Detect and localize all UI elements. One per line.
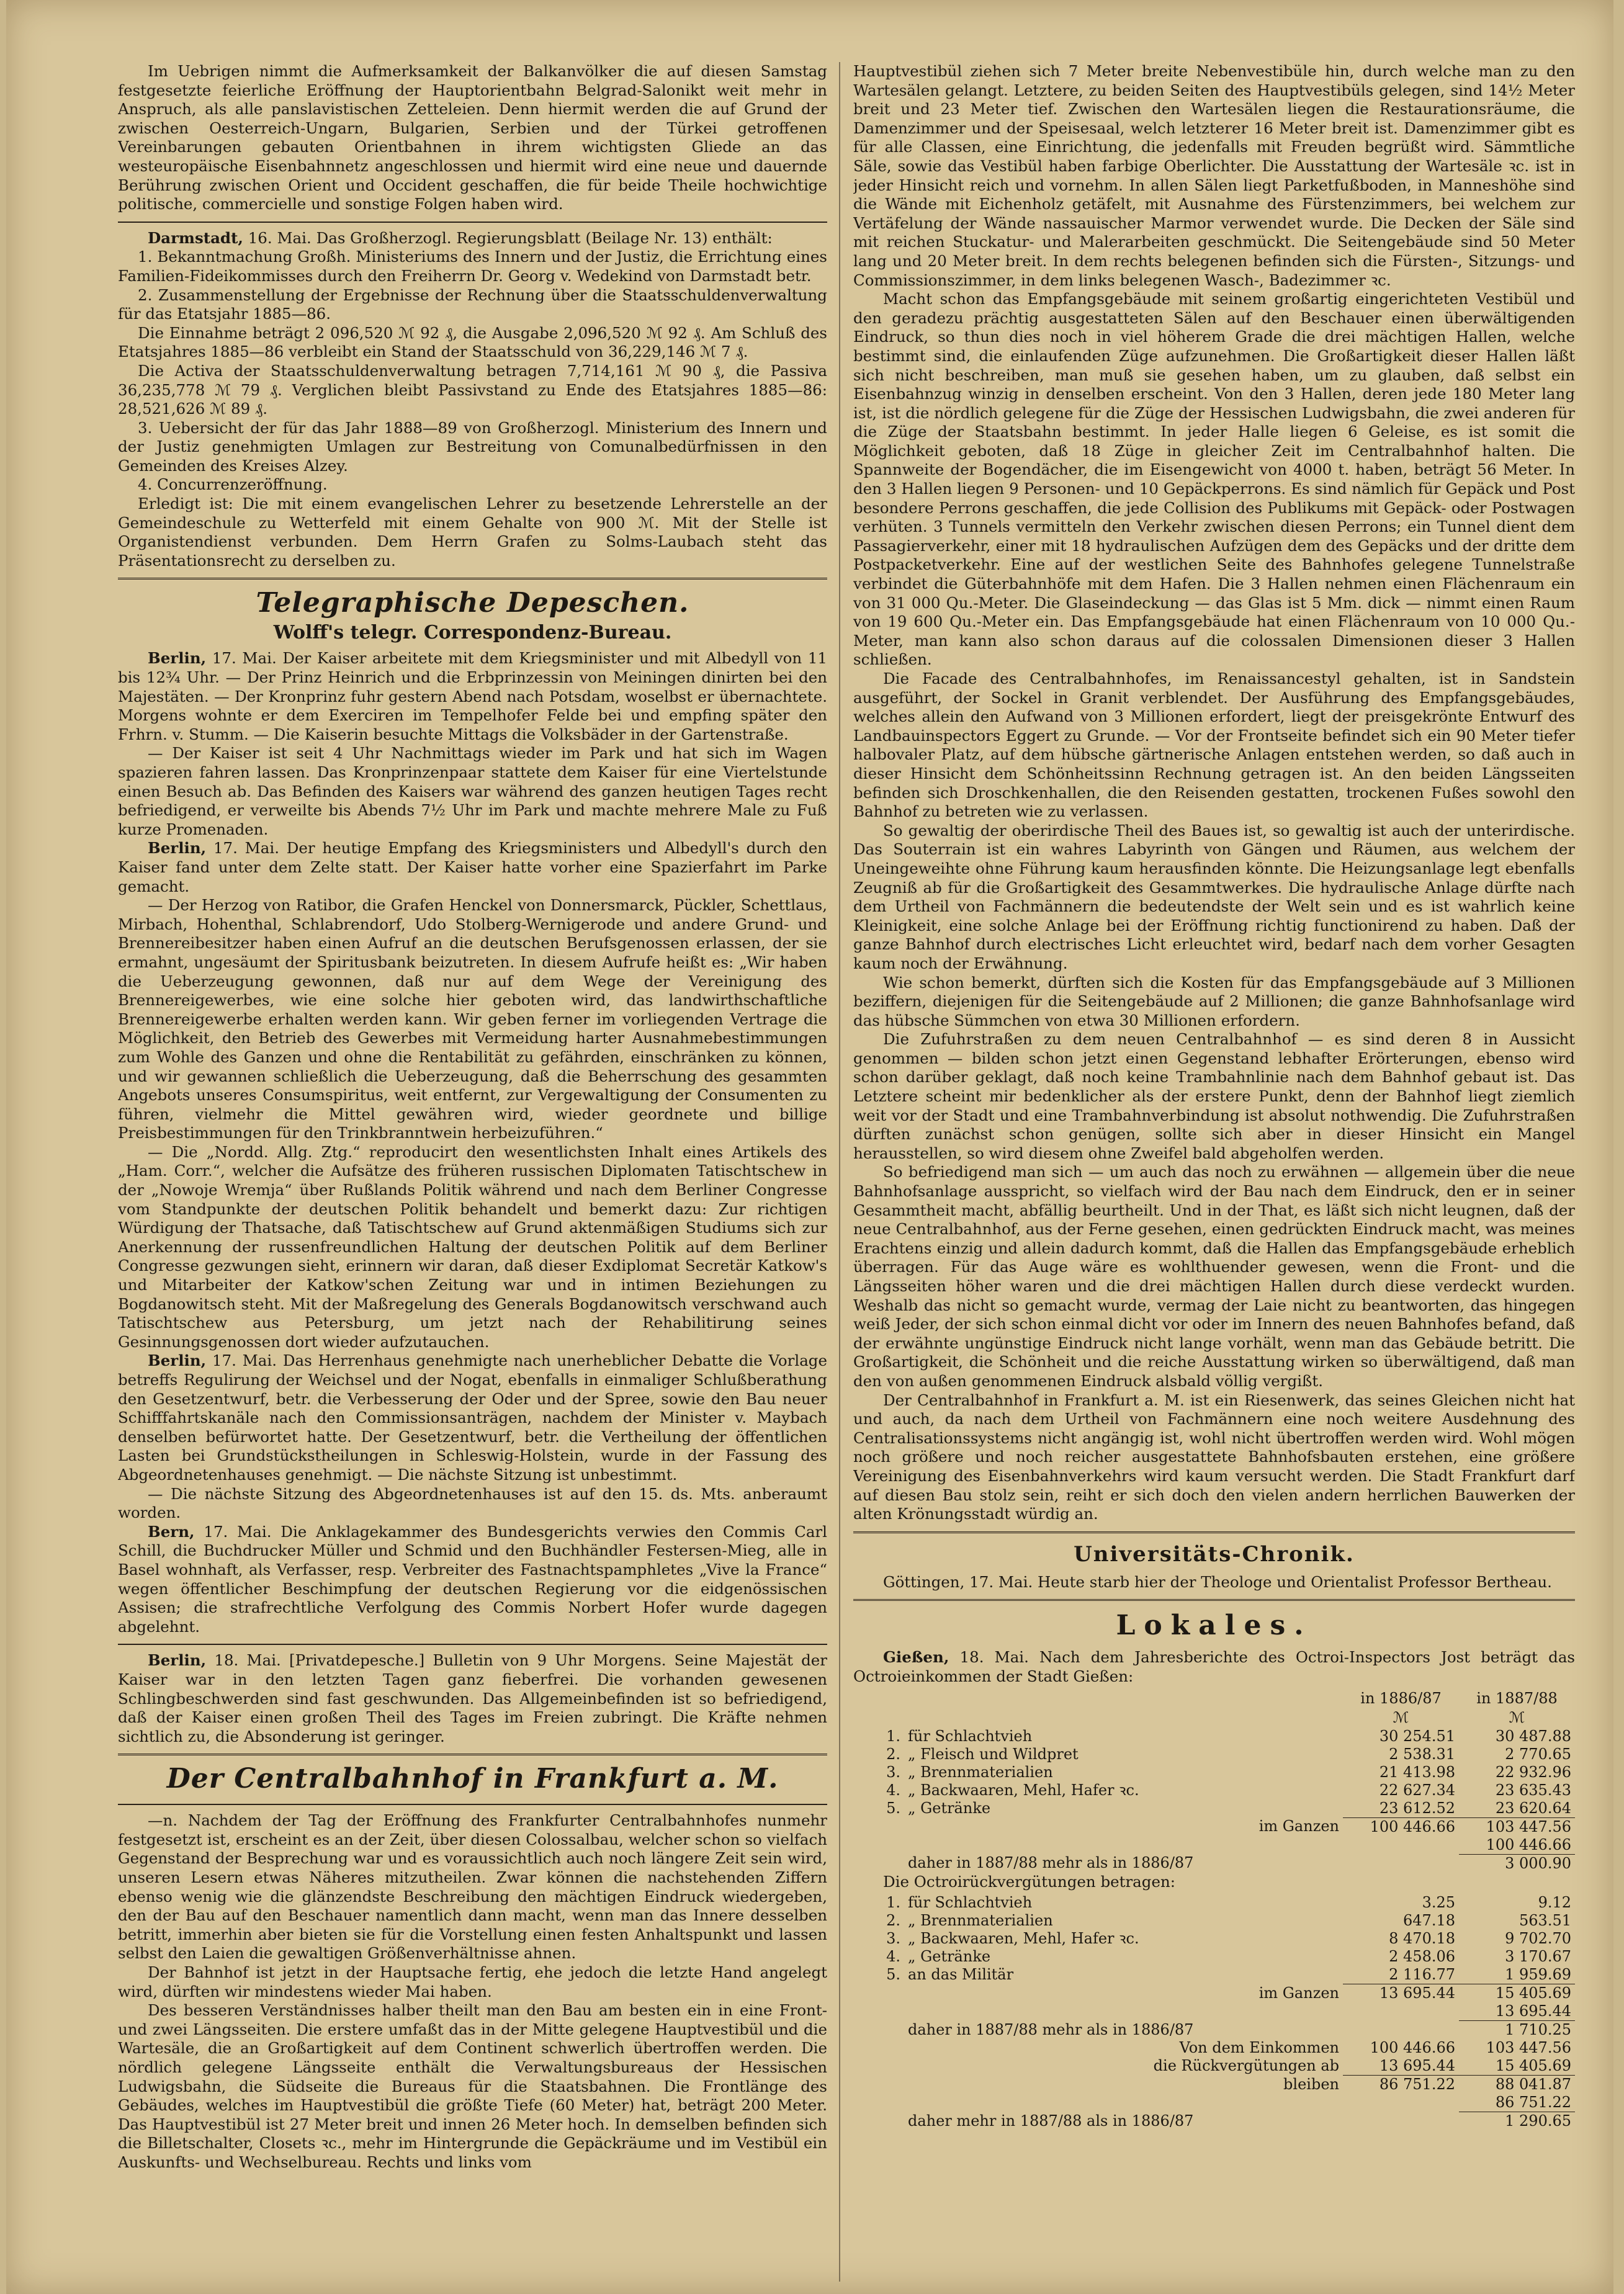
row-index: 5. xyxy=(886,1966,900,1984)
cell-value: 13 695.44 xyxy=(1379,1984,1455,2002)
cell-value: 3 170.67 xyxy=(1505,1948,1571,1966)
table-row xyxy=(853,2002,1575,2021)
table-row xyxy=(853,2094,1575,2112)
section-title-chronik: Universitäts-Chronik. xyxy=(1074,1541,1355,1567)
row-index: 4. xyxy=(886,1781,900,1799)
article-paragraph: So gewaltig der oberirdische Theil des Baues ist, so gewaltig ist auch der unterirdische. Das Souterrain ist ein wahres Labyrinth von Gängen und Räumen, aus welchem der Uneingeweihte ohne Führung kaum herausfinden könnte. Die Heizungsanlage legt ebenfalls Zeugniß ab für die Großartigkeit des Gesammtwerkes. Die hydraulische Anlage dürfte nach dem Urtheil von Fachmännern die bedeutendste der Welt sein und es ist wahrlich keine Kleinigkeit, eine solche Anlage bei der Eröffnung richtig functionirend zu haben. Daß der ganze Bahnhof durch electrisches Licht erleuchtet wird, bedarf nach dem vorher Gesagten kaum noch der Erwähnung. xyxy=(853,821,1575,972)
cell-value: 3 000.90 xyxy=(1505,1854,1571,1872)
refund-intro: Die Octroirückvergütungen betragen: xyxy=(883,1872,1176,1891)
dispatch-text: 17. Mai. Das Herrenhaus genehmigte nach unerheblicher Debatte die Vorlage betreffs Regulirung der Weichsel und der Nogat, ebenfalls in einmaliger Schlußberathung den Gesetzentwurf, betr. die Verbesserung der Oder und der Spree, sowie den Bau neuer Schifffahrtskanäle nach den Commissionsanträgen, nachdem der Minister v. Maybach denselben befürwortet hatte. Der Gesetzentwurf, betr. die Vertheilung der öffentlichen Lasten bei Grundstückstheilungen in Schleswig-Holstein, wurde in der Fassung des Abgeordnetenhauses genehmigt. — Die nächste Sitzung ist unbestimmt. xyxy=(118,1351,827,1484)
cell-value: 88 041.87 xyxy=(1495,2076,1571,2094)
cell-value: 13 695.44 xyxy=(1343,2057,1459,2076)
dateline: Berlin, xyxy=(148,1651,207,1670)
dispatch-berlin: — Der Kaiser ist seit 4 Uhr Nachmittags wieder im Park und hat sich im Wagen spazieren fahren lassen. Das Kronprinzenpaar stattete dem Kaiser für eine Viertelstunde einen Besuch ab. Das Befinden des Kaisers war während des ganzen heutigen Tages recht befriedigend, er verweilte bis Abends 7½ Uhr im Park und machte mehrere Male zu Fuß kurze Promenaden. xyxy=(118,744,827,838)
cell-value: 9.12 xyxy=(1538,1894,1571,1912)
cell-value: 86 751.22 xyxy=(1379,2076,1455,2094)
row-label: im Ganzen xyxy=(1258,1984,1339,2002)
cell-value: 15 405.69 xyxy=(1459,2057,1575,2076)
octroi-income-table xyxy=(853,1689,1575,1873)
section-title-lokales: Lokales. xyxy=(1116,1610,1312,1642)
table-diff-row xyxy=(853,2112,1575,2131)
divider xyxy=(853,1531,1575,1533)
section-title-telegraph: Telegraphische Depeschen. xyxy=(256,587,689,619)
row-label: daher in 1887/88 mehr als in 1886/87 xyxy=(908,2020,1194,2038)
list-item: 1. Bekanntmachung Großh. Ministeriums des Innern und der Justiz, die Errichtung eines Familien-Fideikommisses durch den Freiherrn Dr. Georg v. Wedekind von Darmstadt betr. xyxy=(118,248,827,285)
cell-value: 8 470.18 xyxy=(1389,1930,1455,1948)
row-label: „ Getränke xyxy=(908,1948,991,1966)
table-row xyxy=(853,1727,1575,1745)
column-header: in 1886/87 xyxy=(1360,1689,1442,1707)
cell-value: 2 538.31 xyxy=(1389,1745,1455,1763)
unit-label: ℳ xyxy=(1393,1708,1409,1726)
table-total-row xyxy=(853,2076,1575,2094)
table-row xyxy=(853,1930,1575,1948)
table-diff-row xyxy=(853,2021,1575,2040)
dispatch-bern xyxy=(118,1523,827,1637)
row-label: „ Brennmaterialien xyxy=(908,1912,1053,1930)
cell-value: 30 487.88 xyxy=(1495,1727,1571,1745)
table-row xyxy=(853,1912,1575,1930)
dispatch-text: 18. Mai. [Privatdepesche.] Bulletin von 9 Uhr Morgens. Seine Majestät der Kaiser war in den letzten Tagen ganz fieberfrei. Die vorhanden gewesenen Schlingbeschwerden sind fast geschwunden. Das Allgemeinbefinden ist so befriedigend, daß der Kaiser einen großen Theil des Tages im Freien zubringt. Die Kräfte nehmen sichtlich zu, die Absonderung ist geringer. xyxy=(118,1651,827,1745)
divider xyxy=(118,222,827,223)
article-paragraph: —n. Nachdem der Tag der Eröffnung des Frankfurter Centralbahnhofes nunmehr festgesetzt ist, erscheint es an der Zeit, über diesen Colossalbau, welcher schon so vielfach Gegenstand der Besprechung war und es voraussichtlich auch noch längere Zeit sein wird, unseren Lesern etwas Näheres mitzutheilen. Zwar können die nachstehenden Ziffern ebenso wenig wie die glänzendste Beschreibung den mächtigen Eindruck wiedergeben, den der Bau auf den Beschauer namentlich dann macht, wenn man das Innere desselben betritt, immerhin aber bieten sie für die Vorstellung einen festen Anhaltspunkt und lassen selbst den Laien die gewaltigen Größenverhältnisse ahnen. xyxy=(118,1811,827,1963)
right-column xyxy=(853,62,1575,2282)
cell-value: 9 702.70 xyxy=(1505,1930,1571,1948)
dateline: Berlin, xyxy=(148,649,207,668)
divider xyxy=(118,1804,827,1805)
table-diff-row xyxy=(853,1854,1575,1873)
dispatch-berlin: — Die nächste Sitzung des Abgeordnetenhauses ist auf den 15. ds. Mts. anberaumt worden. xyxy=(118,1484,827,1522)
dispatch-berlin xyxy=(118,1351,827,1484)
table-row xyxy=(853,1781,1575,1799)
row-label: die Rückvergütungen ab xyxy=(1153,2057,1339,2075)
article-paragraph: Der Bahnhof ist jetzt in der Hauptsache fertig, ehe jedoch die letzte Hand angelegt wird, dürften wir mindestens wieder Mai haben. xyxy=(118,1963,827,2001)
chronik-entry: Göttingen, 17. Mai. Heute starb hier der Theologe und Orientalist Professor Bertheau. xyxy=(883,1572,1552,1591)
dateline: Berlin, xyxy=(148,839,207,858)
table-row xyxy=(853,1948,1575,1966)
table-total-row xyxy=(853,1817,1575,1836)
row-label: „ Brennmaterialien xyxy=(908,1763,1053,1781)
dateline: Berlin, xyxy=(148,1351,207,1370)
dispatch-berlin-private xyxy=(118,1651,827,1746)
darmstadt-list xyxy=(118,248,827,570)
row-label: Von dem Einkommen xyxy=(1179,2039,1339,2057)
section-title-bahnhof: Der Centralbahnhof in Frankfurt a. M. xyxy=(166,1763,779,1795)
cell-value: 2 770.65 xyxy=(1505,1745,1571,1763)
cell-value: 23 612.52 xyxy=(1343,1799,1459,1818)
dispatch-text: 17. Mai. Der heutige Empfang des Kriegsministers und Albedyll's durch den Kaiser fand unter dem Zelte statt. Der Kaiser hatte vorher eine Spazierfahrt im Parke gemacht. xyxy=(118,839,827,895)
cell-value: 3.25 xyxy=(1422,1894,1455,1912)
cell-value: 2 458.06 xyxy=(1389,1948,1455,1966)
column-header: in 1887/88 xyxy=(1476,1689,1558,1707)
cell-value: 1 290.65 xyxy=(1505,2112,1571,2130)
row-index: 3. xyxy=(886,1763,900,1781)
row-index: 3. xyxy=(886,1930,900,1948)
table-row xyxy=(853,1799,1575,1818)
cell-value: 103 447.56 xyxy=(1486,1817,1571,1835)
cell-value: 2 116.77 xyxy=(1343,1966,1459,1984)
article-paragraph: So befriedigend man sich — um auch das noch zu erwähnen — allgemein über die neue Bahnhofsanlage ausspricht, so vielfach wird der Bau nach dem Eindruck, den er in seiner Gesammtheit macht, abfällig beurtheilt. Und in der That, es läßt sich nicht leugnen, daß der neue Centralbahnhof, aus der Ferne gesehen, einen gedrückten Eindruck macht, was meines Erachtens einzig und allein dadurch kommt, daß die Hallen das Empfangsgebäude erheblich überragen. Für das Auge wäre es wohlthuender gewesen, wenn die Front- und die Längsseiten höher waren und die drei mächtigen Hallen durch diese verdeckt wurden. Weshalb das nicht so gemacht wurde, vermag der Laie nicht zu beantworten, das hingegen weiß Jeder, der sich schon einmal dicht vor oder im Innern des neuen Bahnhofes befand, daß der erwähnte ungünstige Eindruck nicht lange vorhält, wenn man das Gebäude betritt. Die Großartigkeit, die Schönheit und die reiche Ausstattung wirken so überwältigend, daß man den von außen genommenen Eindruck alsbald völlig vergißt. xyxy=(853,1163,1575,1390)
list-item: Die Activa der Staatsschuldenverwaltung betragen 7,714,161 ℳ 90 ₰, die Passiva 36,235,778 ℳ 79 ₰. Verglichen bleibt Passivstand zu Ende des Etatsjahres 1885—86: 28,521,626 ℳ 89 ₰. xyxy=(118,361,827,418)
dispatch-berlin xyxy=(118,649,827,744)
article-paragraph: Des besseren Verständnisses halber theilt man den Bau am besten ein in eine Front- und zwei Längsseiten. Die erstere umfaßt das in der Mitte gelegene Hauptvestibül und die Wartesäle, die an Großartigkeit auf dem Continent schwerlich übertroffen werden. Die nördlich gelegene Längsseite enthält die Verwaltungsbureaus der Hessischen Ludwigsbahn, die Südseite die Bureaus für die Staatsbahnen. Die Frontlänge des Gebäudes, welches im Hauptvestibül die größte Tiefe (60 Meter) hat, beträgt 200 Meter. Das Hauptvestibül ist 27 Meter breit und innen 26 Meter hoch. In demselben befinden sich die Billetschalter, Closets ꝛc., mehr im Hintergrunde die Gepäckräume und im Vestibül ein Auskunfts- und Wechselbureau. Rechts und links vom xyxy=(118,2001,827,2171)
row-label: für Schlachtvieh xyxy=(908,1727,1033,1745)
octroi-refund-table xyxy=(853,1894,1575,2130)
list-item: Die Einnahme beträgt 2 096,520 ℳ 92 ₰, die Ausgabe 2,096,520 ℳ 92 ₰. Am Schluß des Etatsjahres 1885—86 verbleibt ein Stand der Staatsschuld von 36,229,146 ℳ 7 ₰. xyxy=(118,323,827,361)
cell-value: 563.51 xyxy=(1519,1912,1571,1930)
article-paragraph: Die Zufuhrstraßen zu dem neuen Centralbahnhof — es sind deren 8 in Aussicht genommen — bilden schon jetzt einen Gegenstand lebhafter Erörterungen, ebenso wird schon darüber geklagt, daß noch keine Trambahnlinie nach dem Bahnhof gebaut ist. Das Letztere scheint mir bedenklicher als der erstere Punkt, denn der Bahnhof liegt ziemlich weit vor der Stadt und eine Trambahnverbindung ist absolut nothwendig. Die Zufuhrstraßen dürften zunächst schon genügen, sollte sich aber in dieser Hinsicht ein Mangel herausstellen, so wird diesem ohne Zweifel bald abgeholfen werden. xyxy=(853,1030,1575,1162)
row-label: daher mehr in 1887/88 als in 1886/87 xyxy=(908,2112,1194,2130)
row-label: im Ganzen xyxy=(1258,1817,1339,1835)
dispatch-text: 17. Mai. Die Anklagekammer des Bundesgerichts verwies den Commis Carl Schill, die Buchdrucker Müller und Schmid und den Buchhändler Festersen-Mieg, alle in Basel wohnhaft, als Verfasser, resp. Verbreiter des Fastnachtspamphletes „Vive la France“ wegen öffentlicher Beschimpfung der deutschen Regierung vor die eidgenössischen Assisen; die strafrechtliche Verfolgung des Commis Norbert Hofer wurde dagegen abgelehnt. xyxy=(118,1522,827,1636)
section-subtitle-wolff: Wolff's telegr. Correspondenz-Bureau. xyxy=(273,622,672,644)
dispatch-berlin: — Die „Nordd. Allg. Ztg.“ reproducirt den wesentlichsten Inhalt eines Artikels des „Ham. Corr.“, welcher die Aufsätze des früheren russischen Diplomaten Tatischtschew in der „Nowoje Wremja“ über Rußlands Politik während und nach dem Berliner Congresse vom Standpunkte der deutschen Politik behandelt und bemerkt dazu: Zur richtigen Würdigung der Thatsache, daß Tatischtschew auf Grund aktenmäßigen Studiums sich zur Anerkennung der russenfreundlichen Haltung der deutschen Politik auf dem Berliner Congresse gezwungen sieht, erinnern wir daran, daß dieser Exdiplomat Secretär Katkow's und Mitarbeiter der Katkow'schen Zeitung war und in intimen Beziehungen zu Bogdanowitsch steht. Mit der Maßregelung des Generals Bogdanowitsch verschwand auch Tatischtschew aus Petersburg, um jetzt nach der Rehabilitirung seines Gesinnungsgenossen dort wieder aufzutauchen. xyxy=(118,1142,827,1351)
cell-value: 100 446.66 xyxy=(1370,1817,1455,1835)
dispatch-berlin xyxy=(118,839,827,896)
table-row xyxy=(853,1763,1575,1781)
giessen-intro xyxy=(853,1648,1575,1686)
cell-value: 86 751.22 xyxy=(1459,2094,1575,2112)
cell-value: 1 959.69 xyxy=(1459,1966,1575,1984)
cell-value: 21 413.98 xyxy=(1379,1763,1455,1781)
table-row xyxy=(853,1745,1575,1763)
darmstadt-intro-text: 16. Mai. Das Großherzogl. Regierungsblatt (Beilage Nr. 13) enthält: xyxy=(248,228,773,247)
table-unit-row xyxy=(853,1708,1575,1727)
table-total-row xyxy=(853,1984,1575,2003)
divider xyxy=(118,1644,827,1645)
balkan-paragraph: Im Uebrigen nimmt die Aufmerksamkeit der Balkanvölker die auf diesen Samstag festgesetzte feierliche Eröffnung der Hauptorientbahn Belgrad-Salonikt weit mehr in Anspruch, als alle panslavistischen Zetteleien. Denn hiermit werden die auf Grund der zwischen Oesterreich-Ungarn, Bulgarien, Serbien und der Türkei getroffenen Vereinbarungen gebauten Orientbahnen in ihrem wichtigsten Gliede an das westeuropäische Eisenbahnnetz angeschlossen und hiermit wird eine neue und dauernde Berührung zwischen Orient und Occident geschaffen, die für beide Theile hochwichtige politische, commercielle und sonstige Folgen haben wird. xyxy=(118,62,827,213)
table-row xyxy=(853,2057,1575,2076)
table-row xyxy=(853,1966,1575,1984)
column-rule xyxy=(839,62,840,2282)
list-item: 3. Uebersicht der für das Jahr 1888—89 von Großherzogl. Ministerium des Innern und der Justiz genehmigten Umlagen zur Bestreitung von Comunalbedürfnissen in den Gemeinden des Kreises Alzey. xyxy=(118,418,827,475)
darmstadt-intro xyxy=(118,229,827,248)
left-column xyxy=(118,62,827,2282)
cell-value: 13 695.44 xyxy=(1459,2002,1575,2021)
row-label: bleiben xyxy=(1283,2075,1339,2093)
table-row xyxy=(853,1894,1575,1912)
row-label: daher in 1887/88 mehr als in 1886/87 xyxy=(908,1854,1194,1871)
cell-value: 15 405.69 xyxy=(1495,1984,1571,2002)
cell-value: 100 446.66 xyxy=(1370,2039,1455,2057)
row-index: 1. xyxy=(886,1727,900,1745)
list-item: 2. Zusammenstellung der Ergebnisse der Rechnung über die Staatsschuldenverwaltung für das Etatsjahr 1885—86. xyxy=(118,285,827,323)
table-header-row xyxy=(853,1689,1575,1708)
row-index: 5. xyxy=(886,1799,900,1817)
divider xyxy=(853,1599,1575,1601)
row-index: 2. xyxy=(886,1912,900,1930)
cell-value: 30 254.51 xyxy=(1379,1727,1455,1745)
table-row xyxy=(853,2039,1575,2057)
row-index: 1. xyxy=(886,1894,900,1912)
cell-value: 1 710.25 xyxy=(1505,2021,1571,2039)
row-label: „ Getränke xyxy=(908,1799,991,1817)
dispatch-berlin: — Der Herzog von Ratibor, die Grafen Henckel von Donnersmarck, Pückler, Schettlaus, Mirbach, Hohenthal, Schlabrendorf, Udo Stolberg-Wernigerode und andere Grund- und Brennereibesitzer haben einen Aufruf an die deutschen Berufsgenossen erlassen, der sie ermahnt, ungesäumt der Spiritusbank beizutreten. In diesem Aufrufe heißt es: „Wir haben die Ueberzeugung gewonnen, daß nur auf dem Wege der Vereinigung des Brennereigewerbes, wie eine solche hier geboten wird, das landwirthschaftliche Brennereigewerbe erhalten werden kann. Wir geben ferner im vorliegenden Vertrage die Möglichkeit, den Betrieb des Gewerbes mit Vermeidung harter Ausnahmebestimmungen zum Wohle des Ganzen und ohne die Rentabilität zu gefährden, einschränken zu können, und wir gewannen schließlich die Ueberzeugung, daß die Beherrschung des gesammten Angebots unseres Consumspiritus, weit entfernt, zur Vergewaltigung der Consumenten zu führen, vielmehr die Mittel gewähren wird, wieder geordnete und billige Preisbestimmungen für den Trinkbranntwein herbeizuführen.“ xyxy=(118,896,827,1142)
row-label: „ Backwaaren, Mehl, Hafer ꝛc. xyxy=(908,1781,1139,1799)
cell-value: 23 620.64 xyxy=(1459,1799,1575,1818)
row-label: „ Fleisch und Wildpret xyxy=(908,1745,1079,1763)
cell-value: 22 932.96 xyxy=(1495,1763,1571,1781)
article-paragraph: Die Facade des Centralbahnhofes, im Renaissancestyl gehalten, ist in Sandstein ausgeführt, der Sockel in Granit verblendet. Der Ausführung des Empfangsgebäudes, welches allein den Aufwand von 3 Millionen erfordert, liegt der preisgekrönte Entwurf des Landbauinspectors Eggert zu Grunde. — Vor der Frontseite befindet sich ein 90 Meter tiefer halbovaler Platz, auf dem hübsche gärtnerische Anlagen entstehen werden, so daß auch in dieser Hinsicht dem Schönheitssinn Rechnung getragen ist. An den beiden Längsseiten befinden sich Droschkenhallen, die den Reisenden gestatten, trockenen Fußes sowohl den Bahnhof zu betreten wie zu verlassen. xyxy=(853,670,1575,821)
article-paragraph: Wie schon bemerkt, dürften sich die Kosten für das Empfangsgebäude auf 3 Millionen beziffern, diejenigen für die Seitengebäude auf 2 Millionen; die ganze Bahnhofsanlage wird das hübsche Sümmchen von etwa 30 Millionen erfordern. xyxy=(853,973,1575,1029)
row-label: „ Backwaaren, Mehl, Hafer ꝛc. xyxy=(908,1930,1139,1948)
cell-value: 647.18 xyxy=(1403,1912,1455,1930)
article-paragraph: Hauptvestibül ziehen sich 7 Meter breite Nebenvestibüle hin, durch welche man zu den Wartesälen gelangt. Letztere, zu beiden Seiten des Hauptvestibüls gelegen, sind 14½ Meter breit und 23 Meter tief. Zwischen den Wartesälen liegen die Restaurationsräume, die Damenzimmer und der Speisesaal, welch letzterer 16 Meter breit ist. Damenzimmer gibt es für alle Classen, eine Einrichtung, die jedenfalls mit Freuden begrüßt wird. Sämmtliche Säle, sowie das Vestibül haben farbige Oberlichter. Die Ausstattung der Wartesäle ꝛc. ist in jeder Hinsicht reich und vornehm. In allen Sälen liegt Parketfußboden, in Manneshöhe sind die Wände mit Eichenholz getäfelt, mit Ausnahme des Fürstenzimmers, bei welchem zur Vertäfelung der Wände nassauischer Marmor verwendet wurde. Die Decken der Säle sind mit reichen Stuckatur- und Malerarbeiten geschmückt. Die Seitengebäude sind 50 Meter lang und 20 Meter breit. In dem rechts belegenen befinden sich die Fürsten-, Sitzungs- und Commissionszimmer, in dem links belegenen Wasch-, Badezimmer ꝛc. xyxy=(853,62,1575,289)
divider xyxy=(118,578,827,580)
cell-value: 22 627.34 xyxy=(1379,1781,1455,1799)
list-item: 4. Concurrenzeröffnung. xyxy=(138,475,328,494)
cell-value: 103 447.56 xyxy=(1486,2039,1571,2057)
table-row xyxy=(853,1836,1575,1855)
dispatch-text: 17. Mai. Der Kaiser arbeitete mit dem Kriegsminister und mit Albedyll von 11 bis 12¾ Uhr. — Der Prinz Heinrich und die Erbprinzessin von Meiningen dinirten bei den Majestäten. — Der Kronprinz fuhr gestern Abend nach Potsdam, woselbst er übernachtete. Morgens wohnte er dem Exerciren im Tempelhofer Felde bei und empfing später den Frhrn. v. Stumm. — Die Kaiserin besuchte Mittags die Volksbäder in der Gartenstraße. xyxy=(118,649,827,743)
article-paragraph: Der Centralbahnhof in Frankfurt a. M. ist ein Riesenwerk, das seines Gleichen nicht hat und auch, da nach dem Urtheil von Fachmännern eine noch weitere Ausdehnung des Centralisationssystems nicht angängig ist, wohl nicht übertroffen werden wird. Wohl mögen noch größere und noch reicher ausgestattete Bahnhofsbauten erstehen, eine größere Vereinigung des Eisenbahnverkehrs wird kaum versucht werden. Die Stadt Frankfurt darf auf diesen Bau stolz sein, reiht er sich doch den vielen andern herrlichen Bauwerken der alten Krönungsstadt würdig an. xyxy=(853,1391,1575,1523)
unit-label: ℳ xyxy=(1509,1708,1525,1726)
row-label: für Schlachtvieh xyxy=(908,1894,1033,1912)
row-index: 2. xyxy=(886,1745,900,1763)
article-paragraph: Macht schon das Empfangsgebäude mit seinem großartig eingerichteten Vestibül und den geradezu prächtig ausgestatteten Sälen auf den Beschauer einen überwältigenden Eindruck, so thun dies noch in viel höherem Grade die drei mächtigen Hallen, welche bestimmt sind, die einlaufenden Züge aufzunehmen. Die Großartigkeit dieser Hallen läßt sich nicht beschreiben, man muß sie gesehen haben, um zu glauben, daß selbst ein Eisenbahnzug winzig in denselben erscheint. Von den 3 Hallen, deren jede 180 Meter lang ist, ist die nördlich gelegene für die Züge der Hessischen Ludwigsbahn, die zwei anderen für die Züge der Staatsbahn bestimmt. In jeder Halle liegen 6 Geleise, es ist somit die Möglichkeit geboten, daß 18 Züge in gleicher Zeit im Centralbahnhof halten. Die Spannweite der Bogendächer, die im Eisengewicht von 4000 t. haben, beträgt 56 Meter. In den 3 Hallen liegen 9 Personen- und 10 Gepäckperrons. Es sind nämlich für Gepäck und Post besondere Perrons geschaffen, die jede Collision des Publikums mit Gepäck- oder Postwagen verhüten. 3 Tunnels vermitteln den Verkehr zwischen diesen Perrons; ein Tunnel dient dem Passagierverkehr, einer mit 18 hydraulischen Aufzügen dem des Gepäcks und der dritte dem Postpacketverkehr. Eine auf der westlichen Seite des Bahnhofes gelegene Tunnelstraße verbindet die Güterbahnhöfe mit dem Hafen. Die 3 Hallen nehmen einen Flächenraum ein von 31 000 Qu.-Meter. Die Glaseindeckung — das Glas ist 5 Mm. dick — nimmt einen Raum von 19 600 Qu.-Meter ein. Das Empfangsgebäude hat einen Flächenraum von 10 000 Qu.-Meter, man kann also schon daraus auf die colossalen Dimensionen dieser 3 Hallen schließen. xyxy=(853,290,1575,669)
row-index: 4. xyxy=(886,1948,900,1966)
giessen-intro-text: 18. Mai. Nach dem Jahresberichte des Octroi-Inspectors Jost beträgt das Octroieinkommen der Stadt Gießen: xyxy=(853,1648,1575,1685)
cell-value: 23 635.43 xyxy=(1495,1781,1571,1799)
dateline: Darmstadt, xyxy=(148,228,243,247)
list-item: Erledigt ist: Die mit einem evangelischen Lehrer zu besetzende Lehrerstelle an der Gemeindeschule zu Wetterfeld mit einem Gehalte von 900 ℳ. Mit der Stelle ist Organistendienst verbunden. Dem Herrn Grafen zu Solms-Laubach steht das Präsentationsrecht zu derselben zu. xyxy=(118,495,827,570)
row-label: an das Militär xyxy=(908,1966,1014,1984)
newspaper-page xyxy=(6,0,1613,2294)
dateline: Bern, xyxy=(148,1522,195,1541)
dateline: Gießen, xyxy=(883,1648,949,1667)
divider xyxy=(118,1754,827,1755)
cell-value: 100 446.66 xyxy=(1459,1836,1575,1855)
